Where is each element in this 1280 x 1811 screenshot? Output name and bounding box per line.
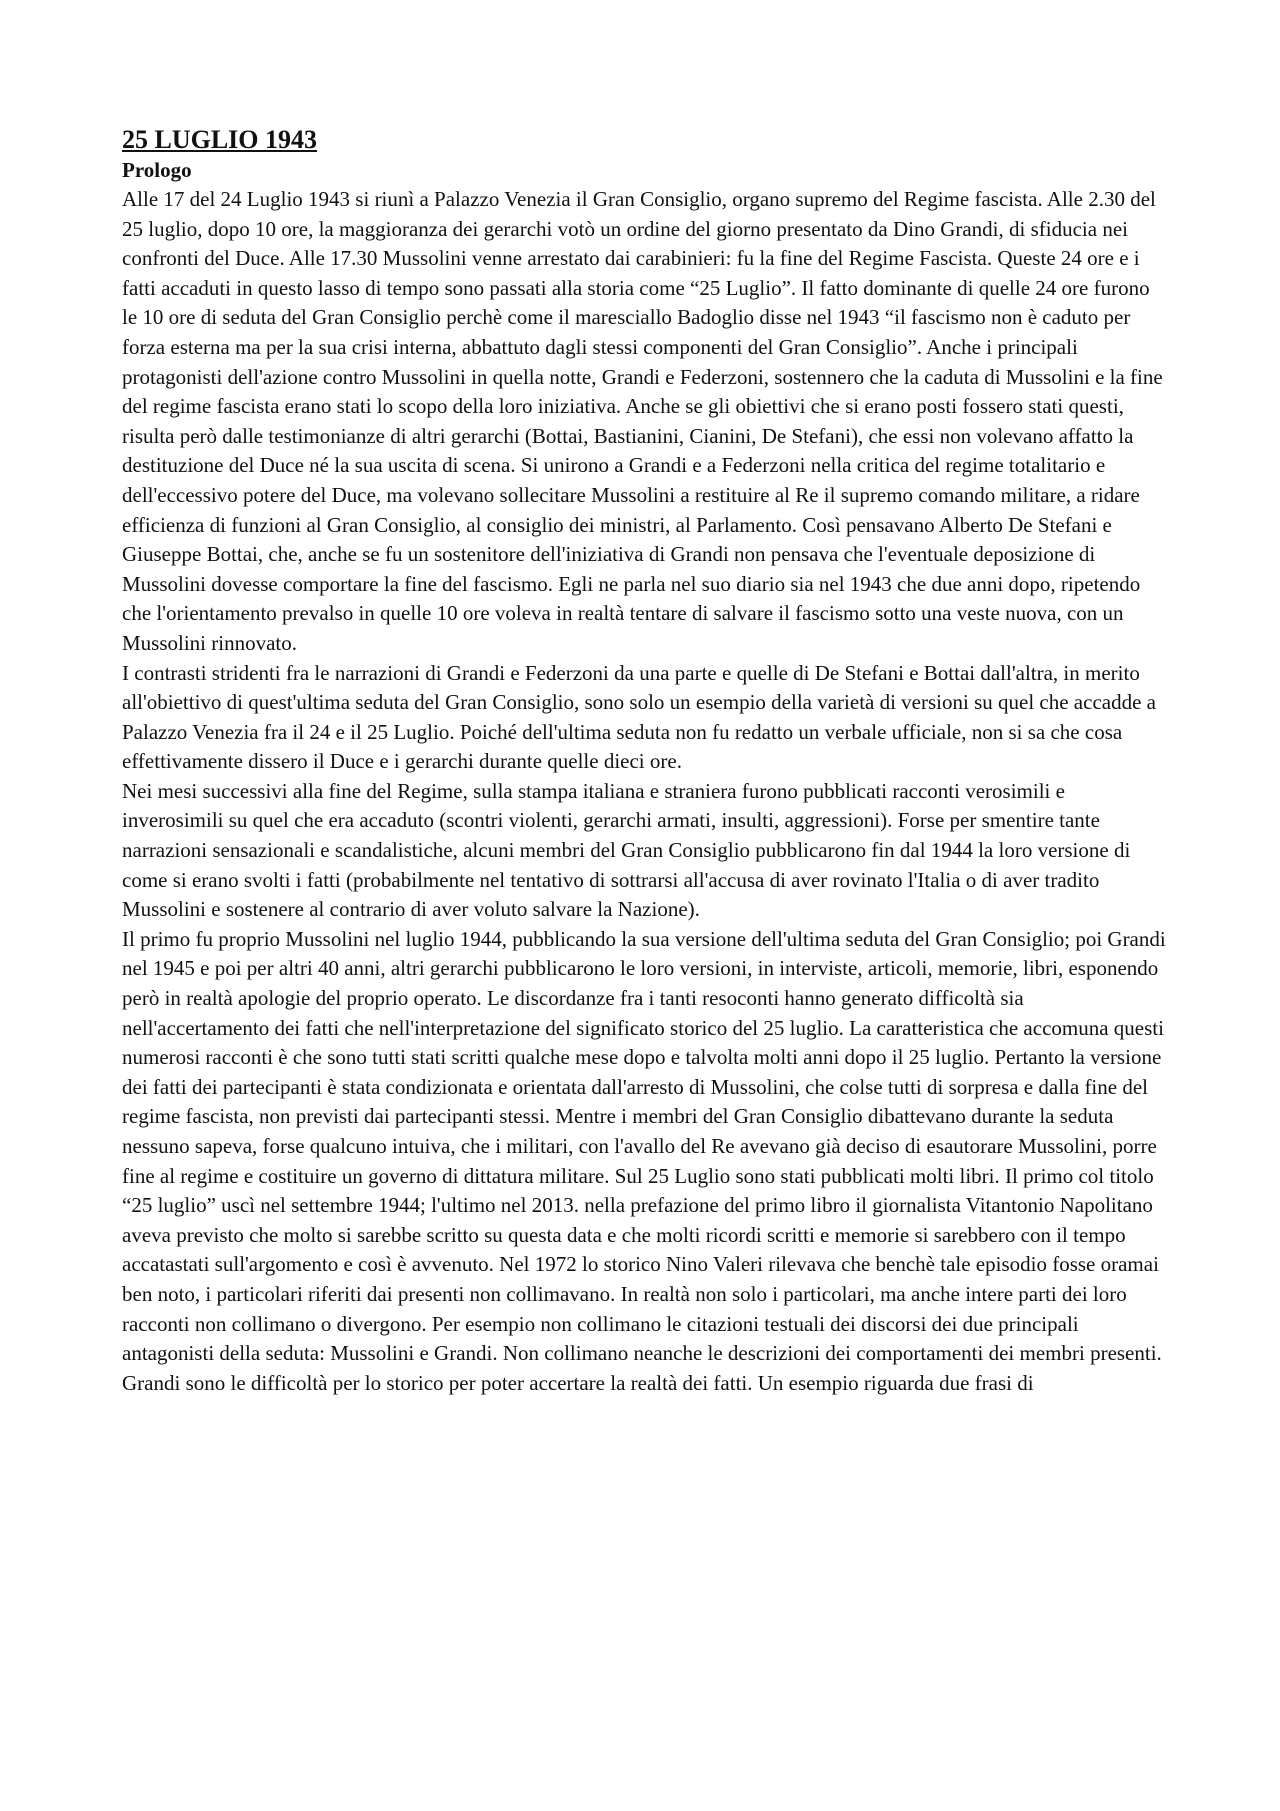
section-heading-prologo: Prologo <box>122 158 192 182</box>
paragraph-4: Il primo fu proprio Mussolini nel luglio 1944, pubblicando la sua versione dell'ultima seduta del Gran Consiglio; poi Grandi nel 1945 e poi per altri 40 anni, altri gerarchi pubblicarono le loro versioni, in interviste, articoli, memorie, libri, esponendo però in realtà apologie del proprio operato. Le discordanze fra i tanti resoconti hanno generato difficoltà sia nell'accertamento dei fatti che nell'interpretazione del significato storico del 25 luglio. La caratteristica che accomuna questi numerosi racconti è che sono tutti stati scritti qualche mese dopo e talvolta molti anni dopo il 25 luglio. Pertanto la versione dei fatti dei partecipanti è stata condizionata e orientata dall'arresto di Mussolini, che colse tutti di sorpresa e dalla fine del regime fascista, non previsti dai partecipanti stessi. Mentre i membri del Gran Consiglio dibattevano durante la seduta nessuno sapeva, forse qualcuno intuiva, che i militari, con l'avallo del Re avevano già deciso di esautorare Mussolini, porre fine al regime e costituire un governo di dittatura militare. Sul 25 Luglio sono stati pubblicati molti libri. Il primo col titolo “25 luglio” uscì nel settembre 1944; l'ultimo nel 2013. nella prefazione del primo libro il giornalista Vitantonio Napolitano aveva previsto che molto si sarebbe scritto su questa data e che molti ricordi scritti e memorie si sarebbero con il tempo accatastati sull'argomento e così è avvenuto. Nel 1972 lo storico Nino Valeri rilevava che benchè tale episodio fosse oramai ben noto, i particolari riferiti dai presenti non collimavano. In realtà non solo i particolari, ma anche intere parti dei loro racconti non collimano o divergono. Per esempio non collimano le citazioni testuali dei discorsi dei due principali antagonisti della seduta: Mussolini e Grandi. Non collimano neanche le descrizioni dei comportamenti dei membri presenti. Grandi sono le difficoltà per lo storico per poter accertare la realtà dei fatti. Un esempio riguarda due frasi di <box>122 926 1166 1395</box>
paragraph-3: Nei mesi successivi alla fine del Regime, sulla stampa italiana e straniera furono pubblicati racconti verosimili e inverosimili su quel che era accaduto (scontri violenti, gerarchi armati, insulti, aggressioni). Forse per smentire tante narrazioni sensazionali e scandalistiche, alcuni membri del Gran Consiglio pubblicarono fin dal 1944 la loro versione di come si erano svolti i fatti (probabilmente nel tentativo di sottrarsi all'accusa di aver rovinato l'Italia o di aver tradito Mussolini e sostenere al contrario di aver voluto salvare la Nazione). <box>122 778 1131 922</box>
paragraph-2: I contrasti stridenti fra le narrazioni di Grandi e Federzoni da una parte e quelle di De Stefani e Bottai dall'altra, in merito all'obiettivo di quest'ultima seduta del Gran Consiglio, sono solo un esempio della varietà di versioni su quel che accadde a Palazzo Venezia fra il 24 e il 25 Luglio. Poiché dell'ultima seduta non fu redatto un verbale ufficiale, non si sa che cosa effettivamente dissero il Duce e i gerarchi durante quelle dieci ore. <box>122 660 1156 774</box>
paragraph-1: Alle 17 del 24 Luglio 1943 si riunì a Palazzo Venezia il Gran Consiglio, organo supremo del Regime fascista. Alle 2.30 del 25 luglio, dopo 10 ore, la maggioranza dei gerarchi votò un ordine del giorno presentato da Dino Grandi, di sfiducia nei confronti del Duce. Alle 17.30 Mussolini venne arrestato dai carabinieri: fu la fine del Regime Fascista. Queste 24 ore e i fatti accaduti in questo lasso di tempo sono passati alla storia come “25 Luglio”. Il fatto dominante di quelle 24 ore furono le 10 ore di seduta del Gran Consiglio perchè come il maresciallo Badoglio disse nel 1943 “il fascismo non è caduto per forza esterna ma per la sua crisi interna, abbattuto dagli stessi componenti del Gran Consiglio”. Anche i principali protagonisti dell'azione contro Mussolini in quella notte, Grandi e Federzoni, sostennero che la caduta di Mussolini e la fine del regime fascista erano stati lo scopo della loro iniziativa. Anche se gli obiettivi che si erano posti fossero stati questi, risulta però dalle testimonianze di altri gerarchi (Bottai, Bastianini, Cianini, De Stefani), che essi non volevano affatto la destituzione del Duce né la sua uscita di scena. Si unirono a Grandi e a Federzoni nella critica del regime totalitario e dell'eccessivo potere del Duce, ma volevano sollecitare Mussolini a restituire al Re il supremo comando militare, a ridare efficienza di funzioni al Gran Consiglio, al consiglio dei ministri, al Parlamento. Così pensavano Alberto De Stefani e Giuseppe Bottai, che, anche se fu un sostenitore dell'iniziativa di Grandi non pensava che l'eventuale deposizione di Mussolini dovesse comportare la fine del fascismo. Egli ne parla nel suo diario sia nel 1943 che due anni dopo, ripetendo che l'orientamento prevalso in quelle 10 ore voleva in realtà tentare di salvare il fascismo sotto una veste nuova, con un Mussolini rinnovato. <box>122 187 1163 655</box>
document-page <box>122 124 1168 1398</box>
document-title: 25 LUGLIO 1943 <box>122 125 318 154</box>
